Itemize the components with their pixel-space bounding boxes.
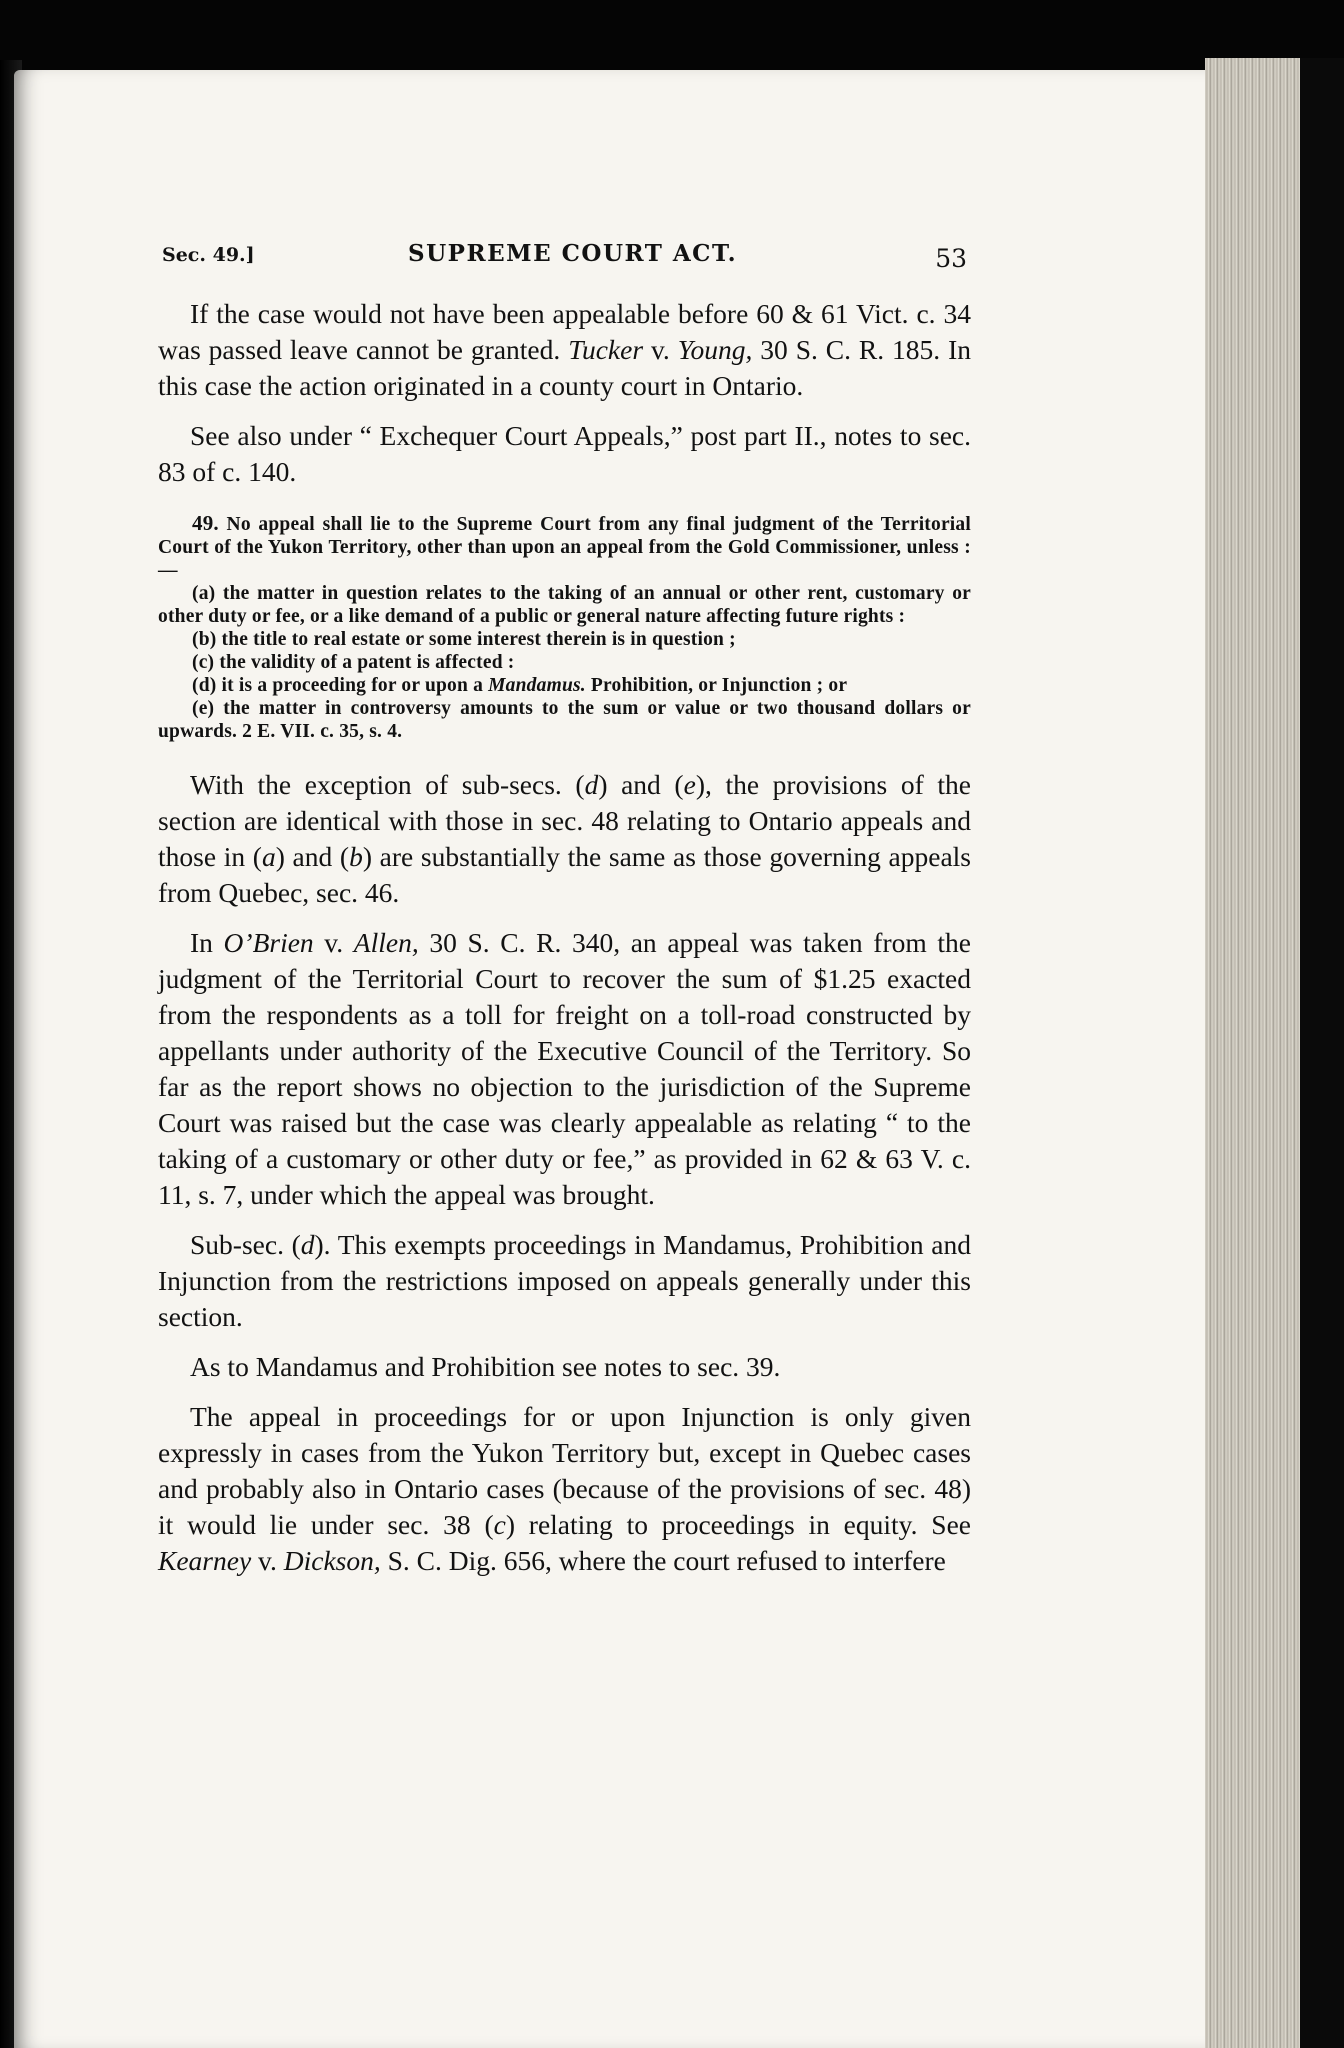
item-label: (b) [192, 629, 217, 650]
statute-item-d [158, 674, 971, 697]
case-name: Allen, [353, 927, 419, 958]
subsec-letter: c [493, 1509, 506, 1540]
text-run: v. [251, 1545, 284, 1576]
page-edges [1205, 58, 1315, 2048]
case-name: O’Brien [223, 927, 314, 958]
text-run: ). This exempts proceedings in Mandamus, Prohibition and Injunction from the restrictions imposed on appeals generally under this section. [158, 1229, 971, 1332]
text-run: 30 S. C. R. 185. In this case the action originated in a county court in Ontario. [158, 334, 972, 401]
text-run: v. [643, 334, 678, 365]
running-head-section: Sec. 49.] [162, 244, 255, 266]
running-head-title: SUPREME COURT ACT. [408, 240, 738, 267]
text-run: If the case would not have been appealable before 60 & 61 Vict. c. 34 was passed leave cannot be granted. [158, 298, 971, 365]
scan-right-background [1300, 58, 1344, 2048]
item-text: the title to real estate or some interest therein is in question ; [216, 629, 736, 650]
text-run: In [190, 927, 224, 958]
statute-item-b [158, 628, 971, 651]
case-name: Tucker [568, 334, 644, 365]
statute-item-e [158, 697, 971, 743]
text-run: The appeal in proceedings for or upon Injunction is only given expressly in cases from the Yukon Territory but, except in Quebec cases and probably also in Ontario cases (because of the provisions of sec. 48) it would lie under sec. 38 ( [158, 1401, 971, 1540]
text-run: ), the provisions of the section are identical with those in sec. 48 relating to Ontario appeals and those in ( [158, 769, 971, 872]
subsec-letter: e [683, 769, 696, 800]
item-text: it is a proceeding for or upon a [216, 675, 489, 696]
running-head [158, 238, 971, 278]
statute-number: 49. [192, 511, 219, 535]
text-run: ) relating to proceedings in equity. See [505, 1509, 972, 1540]
item-text: the matter in question relates to the taking of an annual or other rent, customary or other duty or fee, or a like demand of a public or general nature affecting future rights : [158, 583, 971, 627]
case-name: Kearney [158, 1545, 252, 1576]
case-name: Young, [677, 334, 753, 365]
text-run: v. [313, 927, 354, 958]
page-text [158, 238, 971, 1593]
item-label: (e) [192, 698, 215, 719]
paragraph-exception [158, 767, 971, 911]
subsec-letter: d [300, 1229, 315, 1260]
text-run: ) and ( [275, 841, 350, 872]
statute-lead [158, 512, 971, 582]
statute-section-49 [158, 512, 971, 743]
paragraph-obrien-allen [158, 925, 971, 1213]
paragraph-injunction [158, 1399, 971, 1579]
item-italic: Mandamus. [488, 675, 586, 696]
item-text: the matter in controversy amounts to the sum or value or two thousand dollars or upwards. 2 E. VII. c. 35, s. 4. [158, 698, 971, 742]
item-label: (a) [192, 583, 216, 604]
text-run: With the exception of sub-secs. ( [190, 769, 585, 800]
subsec-letter: a [261, 841, 276, 872]
text-run: 30 S. C. R. 340, an appeal was taken from the judgment of the Territorial Court to recover the sum of $1.25 exacted from the respondents as a toll for freight on a toll-road constructed by appellants under authority of the Executive Council of the Territory. So far as the report shows no objection to the jurisdiction of the Supreme Court was raised but the case was clearly appealable as relating “ to the taking of a customary or other duty or fee,” as provided in 62 & 63 V. c. 11, s. 7, under which the appeal was brought. [158, 927, 971, 1210]
statute-lead-text: No appeal shall lie to the Supreme Court from any final judgment of the Territorial Court of the Yukon Territory, other than upon an appeal from the Gold Commissioner, unless :— [158, 514, 971, 581]
scan-top-background [0, 0, 1344, 78]
paragraph-mandamus: As to Mandamus and Prohibition see notes to sec. 39. [190, 1351, 781, 1382]
text-run: ) and ( [598, 769, 684, 800]
statute-item-c [158, 651, 971, 674]
item-label: (d) [192, 675, 217, 696]
text-run: S. C. Dig. 656, where the court refused to interfere [380, 1545, 946, 1576]
paragraph-subsec-d [158, 1227, 971, 1335]
subsec-letter: d [584, 769, 599, 800]
item-text: Prohibition, or Injunction ; or [585, 675, 848, 696]
text-run: Sub-sec. ( [190, 1229, 301, 1260]
subsec-letter: b [349, 841, 363, 872]
text-run: ) are substantially the same as those governing appeals from Quebec, sec. 46. [158, 841, 971, 908]
case-name: Dickson, [283, 1545, 381, 1576]
page-number: 53 [935, 244, 967, 273]
paragraph-tucker-young [158, 296, 971, 404]
paragraph-see-also: See also under “ Exchequer Court Appeals,” post part II., notes to sec. 83 of c. 140. [158, 420, 971, 487]
item-label: (c) [192, 652, 215, 673]
item-text: the validity of a patent is affected : [214, 652, 515, 673]
statute-item-a [158, 582, 971, 628]
